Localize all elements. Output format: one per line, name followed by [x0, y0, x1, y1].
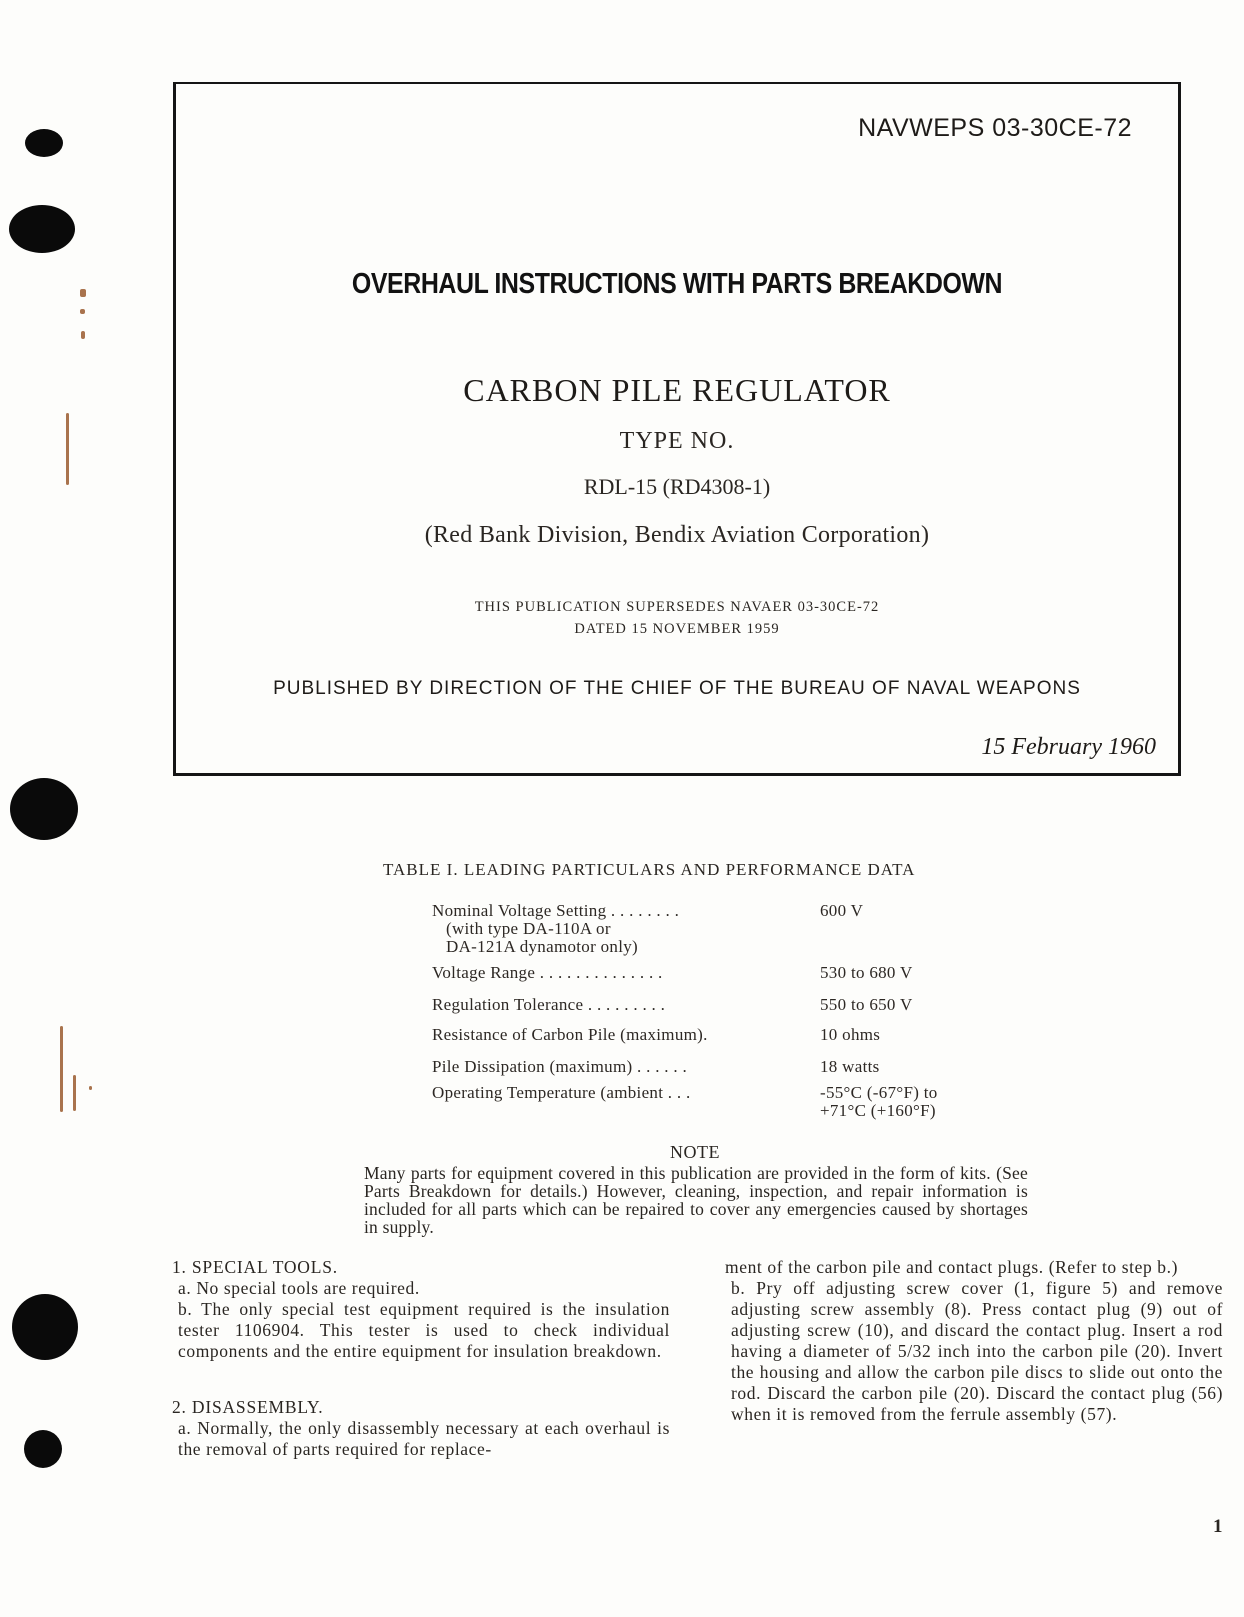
- row-label: Pile Dissipation (maximum) . . . . . .: [432, 1057, 688, 1076]
- table-title: TABLE I. LEADING PARTICULARS AND PERFORMANCE DATA: [383, 860, 916, 879]
- row-value: 10 ohms: [820, 1025, 881, 1044]
- row-sublabel: DA-121A dynamotor only): [446, 937, 638, 956]
- note-body: Many parts for equipment covered in this publication are provided in the form of kits. (See Parts Breakdown for details.) However, cleaning, inspection, and repair information is included for all parts which can be repaired to cover any emergencies caused by shortages in supply.: [364, 1163, 1028, 1237]
- stain-mark: [66, 413, 69, 485]
- row-sublabel: (with type DA-110A or: [446, 919, 611, 938]
- publication-number: NAVWEPS 03-30CE-72: [858, 114, 1132, 142]
- row-label: Operating Temperature (ambient . . .: [432, 1083, 691, 1102]
- published-by: PUBLISHED BY DIRECTION OF THE CHIEF OF THE BUREAU OF NAVAL WEAPONS: [273, 678, 1081, 699]
- stain-mark: [89, 1086, 92, 1090]
- punch-hole-1: [25, 129, 63, 157]
- stain-mark: [81, 331, 85, 339]
- stain-mark: [80, 289, 86, 297]
- stain-mark: [80, 309, 85, 314]
- supersedes-notice: [176, 596, 1178, 640]
- row-value: 550 to 650 V: [820, 995, 913, 1014]
- type-label: TYPE NO.: [619, 428, 735, 454]
- punch-hole-2: [9, 205, 75, 253]
- publication-date: 15 February 1960: [981, 734, 1156, 760]
- model-number: RDL-15 (RD4308-1): [583, 474, 771, 499]
- section-2-step-b: b. Pry off adjusting screw cover (1, figure 5) and remove adjusting screw assembly (8). Press contact plug (9) out of adjusting screw (10), and discard the contact plug. Insert a rod having a diameter of 5/32 inch into the carbon pile (20). Invert the housing and allow the carbon pile discs to slide out onto the rod. Discard the carbon pile (20). Discard the contact plug (56) when it is removed from the ferrule assembly (57).: [731, 1278, 1223, 1424]
- row-value: 530 to 680 V: [820, 963, 913, 982]
- stain-mark: [60, 1026, 63, 1112]
- manufacturer: (Red Bank Division, Bendix Aviation Corporation): [424, 522, 930, 548]
- row-label: Voltage Range . . . . . . . . . . . . . .: [432, 963, 663, 982]
- page-number: 1: [1213, 1516, 1223, 1537]
- document-type-title: OVERHAUL INSTRUCTIONS WITH PARTS BREAKDOWN: [351, 268, 1003, 300]
- section-2-step-a-continued: ment of the carbon pile and contact plugs. (Refer to step b.): [725, 1257, 1179, 1277]
- punch-hole-5: [24, 1430, 62, 1468]
- section-2-heading: 2. DISASSEMBLY.: [172, 1397, 324, 1417]
- title-block: [173, 82, 1181, 776]
- punch-hole-3: [10, 778, 78, 840]
- section-1-heading: 1. SPECIAL TOOLS.: [172, 1257, 338, 1277]
- left-column: [172, 1257, 670, 1460]
- row-value: 18 watts: [820, 1057, 880, 1076]
- row-value: 600 V: [820, 901, 864, 920]
- row-label: Regulation Tolerance . . . . . . . . .: [432, 995, 666, 1014]
- section-1-step-a: a. No special tools are required.: [178, 1278, 420, 1298]
- punch-hole-4: [12, 1294, 78, 1360]
- note-heading: NOTE: [670, 1142, 720, 1162]
- right-column: [725, 1257, 1223, 1425]
- supersedes-line-1: THIS PUBLICATION SUPERSEDES NAVAER 03-30CE-72: [474, 599, 880, 615]
- section-2-step-a: a. Normally, the only disassembly necessary at each overhaul is the removal of parts required for replace-: [178, 1418, 670, 1459]
- row-label: Resistance of Carbon Pile (maximum).: [432, 1025, 708, 1044]
- row-label: Nominal Voltage Setting . . . . . . . .: [432, 901, 680, 920]
- product-title: CARBON PILE REGULATOR: [463, 372, 891, 408]
- row-value: -55°C (-67°F) to: [820, 1083, 938, 1102]
- row-value-continued: +71°C (+160°F): [820, 1101, 936, 1120]
- stain-mark: [73, 1075, 76, 1111]
- supersedes-line-2: DATED 15 NOVEMBER 1959: [574, 621, 780, 637]
- section-1-step-b: b. The only special test equipment required is the insulation tester 1106904. This tester is used to check individual components and the entire equipment for insulation breakdown.: [178, 1299, 670, 1361]
